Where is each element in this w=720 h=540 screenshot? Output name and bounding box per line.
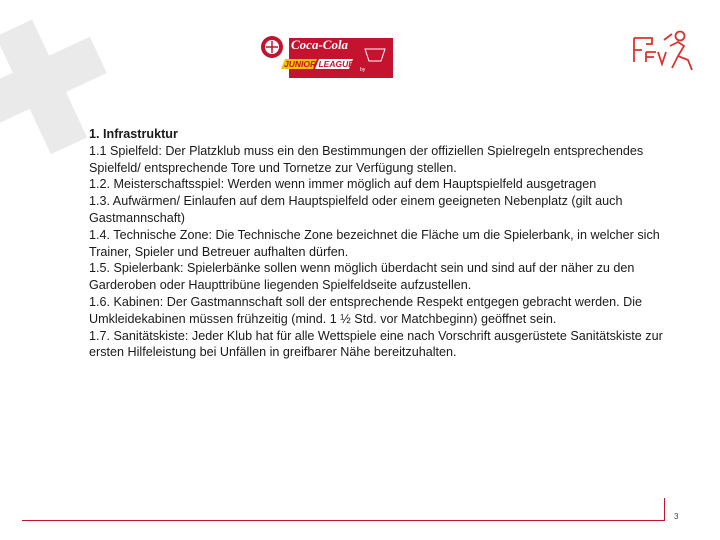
paragraph-1-4: 1.4. Technische Zone: Die Technische Zone bezeichnet die Fläche um die Spielerbank, in welcher sich Trainer, Spieler und Betreuer aufhalten dürfen. <box>89 227 660 259</box>
sfv-logo-icon <box>628 28 696 74</box>
logo-by-text: by <box>360 67 366 73</box>
paragraph-1-7: 1.7. Sanitätskiste: Jeder Klub hat für alle Wettspiele eine nach Vorschrift ausgerüstete Sanitätskiste zur ersten Hilfeleistung bei Unfällen in greifbarer Nähe bereitzuhalten. <box>89 328 663 360</box>
paragraph-1-2: 1.2. Meisterschaftsspiel: Werden wenn immer möglich auf dem Hauptspielfeld ausgetragen <box>89 177 597 192</box>
page-number: 3 <box>674 512 679 521</box>
brand-wordmark: Coca-Cola <box>291 37 349 52</box>
paragraph-1-3: 1.3. Aufwärmen/ Einlaufen auf dem Hauptspielfeld oder einem geeigneten Nebenplatz (gilt auch Gastmannschaft) <box>89 194 623 225</box>
paragraph-1-6: 1.6. Kabinen: Der Gastmannschaft soll der entsprechende Respekt entgegen gebracht werden. Die Umkleidekabinen müssen frühzeitig (mind. 1 ½ Std. vor Matchbeginn) geöffnet sein. <box>89 294 643 326</box>
footer-divider-vertical <box>664 498 665 520</box>
section-heading: 1. Infrastruktur <box>89 127 178 141</box>
document-body <box>89 126 679 361</box>
paragraph-1-5: 1.5. Spielerbank: Spielerbänke sollen wenn möglich überdacht sein und sind auf der näher zu den Garderoben oder Haupttribüne liegenden Spielfeldseite aufzustellen. <box>89 261 635 293</box>
paragraph-1-1: 1.1 Spielfeld: Der Platzklub muss ein den Bestimmungen der offiziellen Spielregeln entsprechendes Spielfeld/ entsprechende Tore und Tornetze zur Verfügung stellen. <box>89 143 644 175</box>
coca-cola-junior-league-logo <box>257 35 393 81</box>
league-wordmark: JUNIOR LEAGUE <box>284 59 354 69</box>
footer-divider <box>22 520 665 521</box>
